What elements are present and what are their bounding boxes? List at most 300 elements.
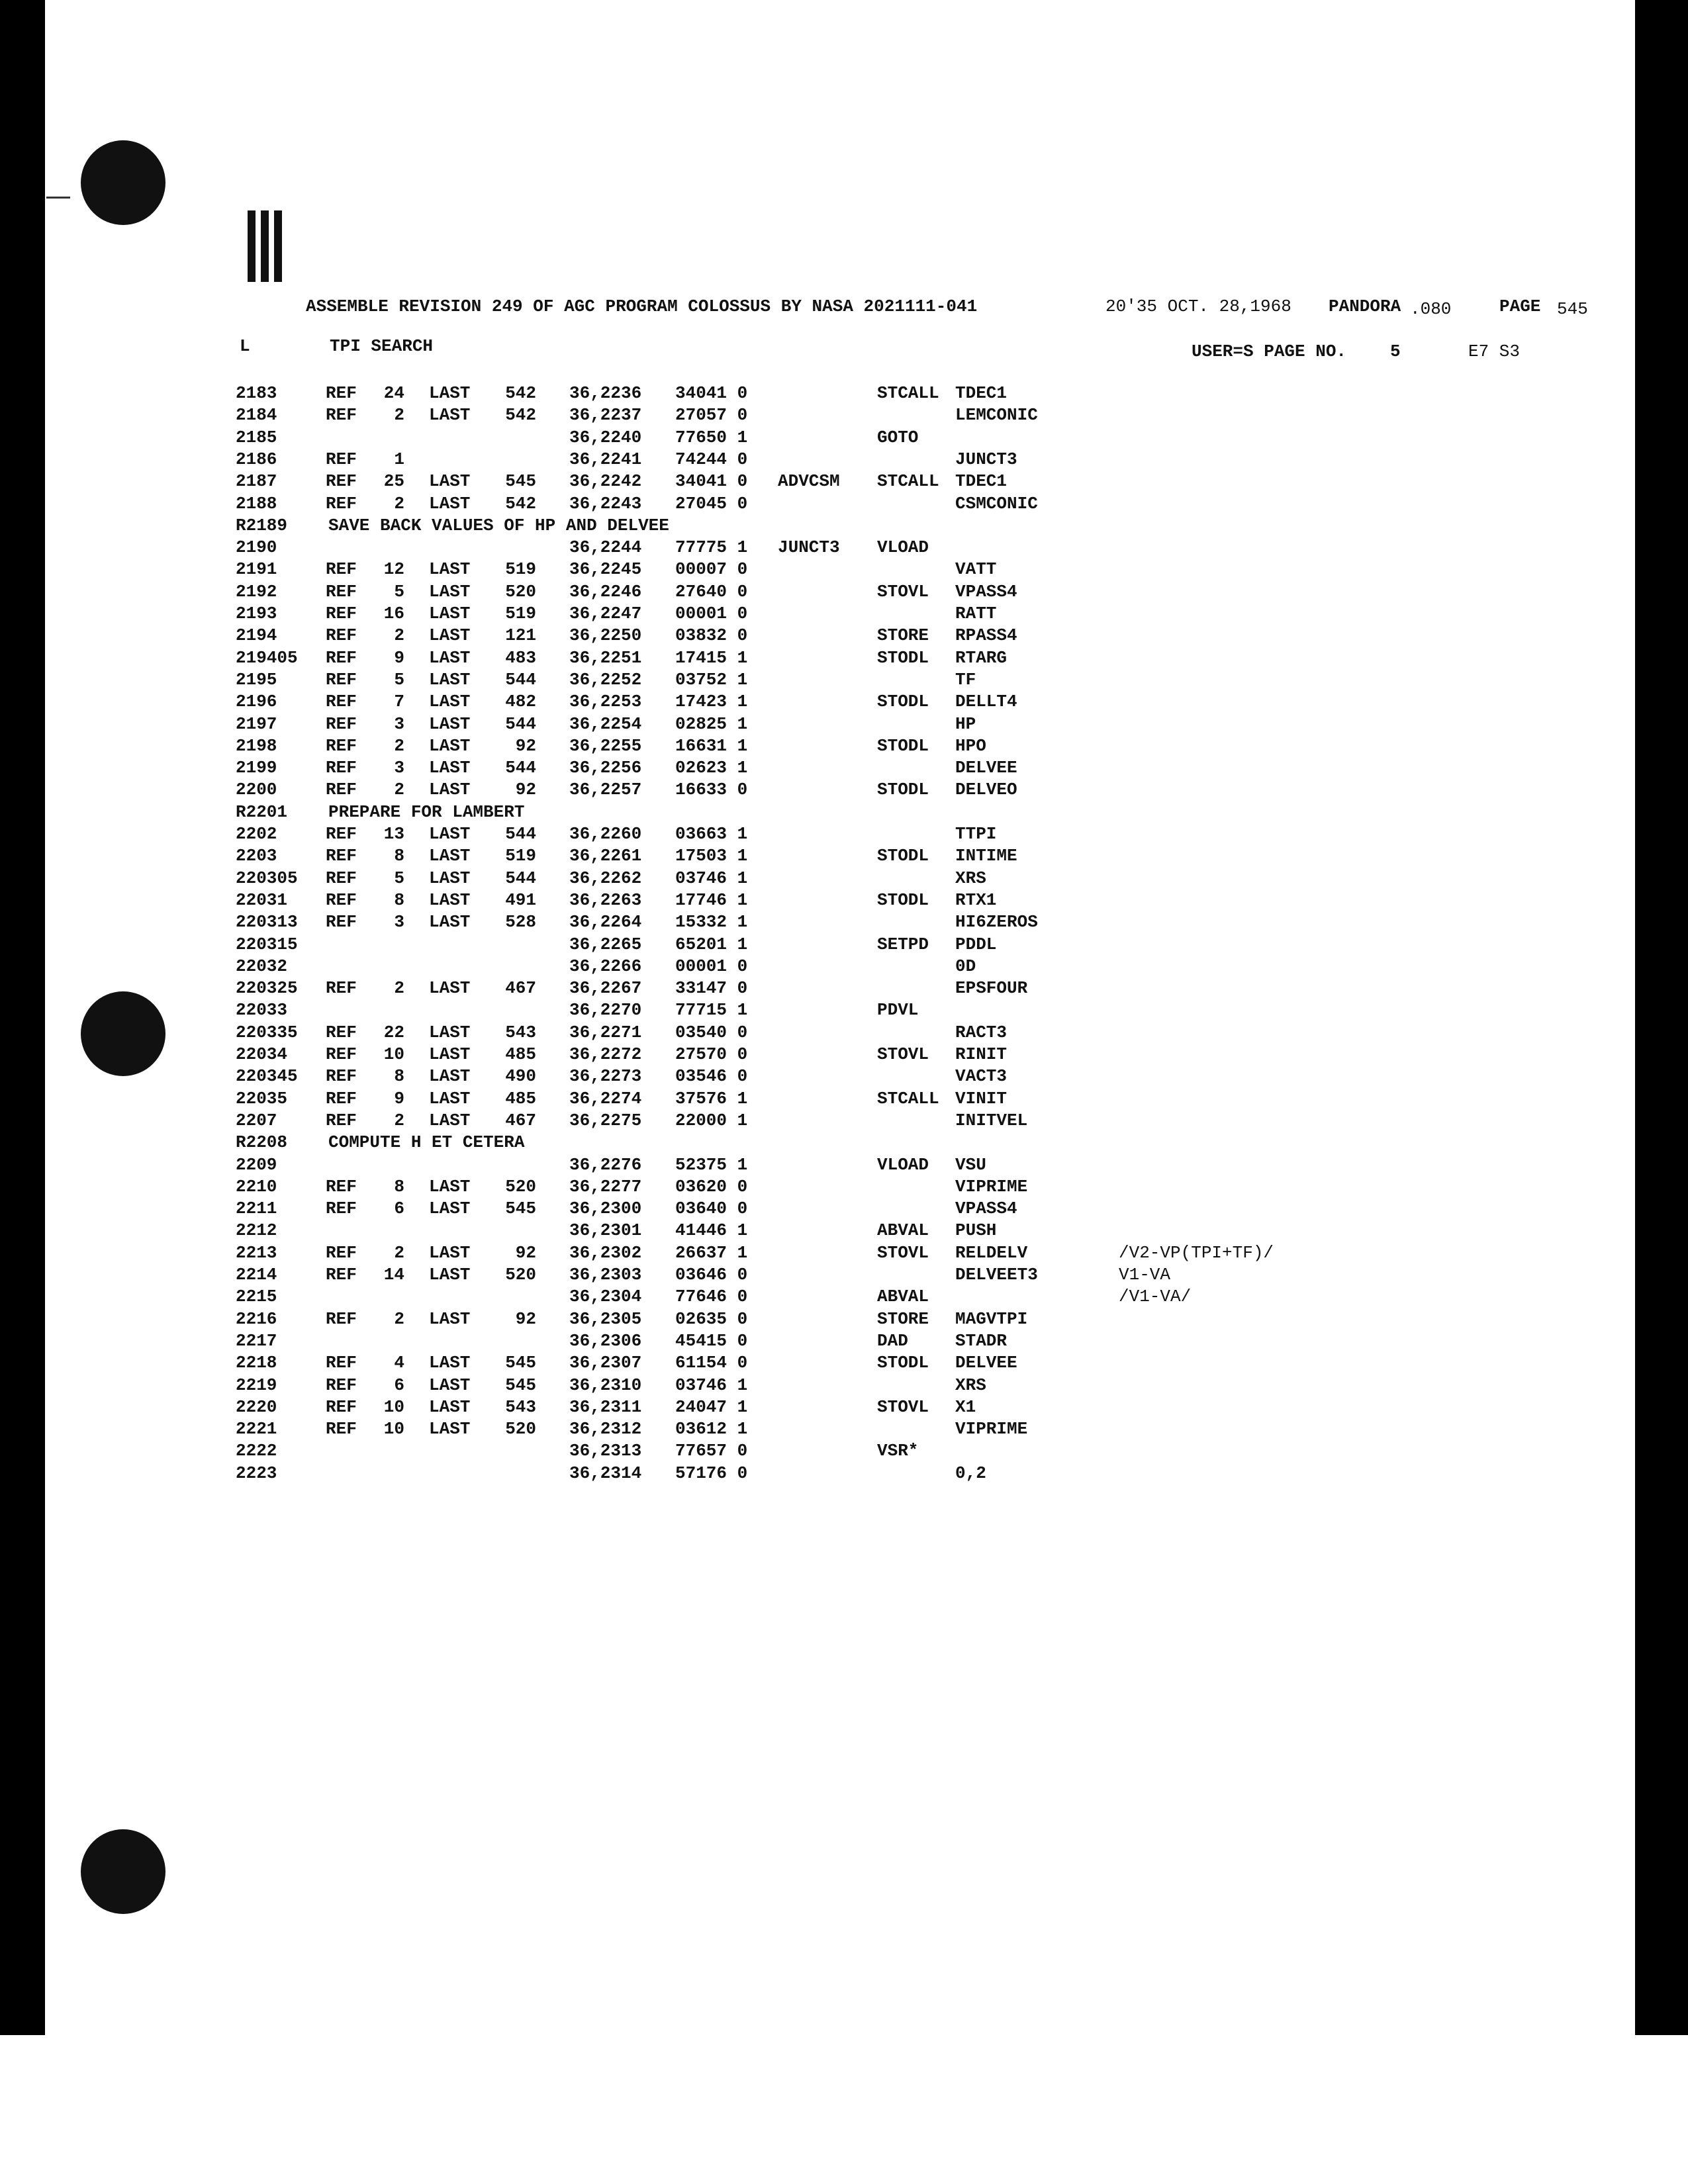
listing-oct: 27640 0 <box>675 581 748 602</box>
listing-lastn: 467 <box>505 1110 536 1130</box>
listing-lastn: 545 <box>505 1375 536 1395</box>
listing-oct: 03832 0 <box>675 625 748 646</box>
listing-oct: 17503 1 <box>675 846 748 866</box>
listing-ln: 2188 <box>236 493 277 514</box>
listing-addr: 36,2304 <box>569 1287 642 1307</box>
listing-oct: 45415 0 <box>675 1330 748 1351</box>
listing-operand: XRS <box>955 868 986 888</box>
listing-op: STOVL <box>877 1044 929 1064</box>
user-name: PANDORA <box>1329 296 1401 316</box>
listing-lastn: 485 <box>505 1044 536 1064</box>
listing-oct: 26637 1 <box>675 1242 748 1263</box>
listing-lastn: 520 <box>505 1265 536 1285</box>
listing-ln: 2184 <box>236 405 277 426</box>
listing-ln: 2222 <box>236 1441 277 1461</box>
listing-addr: 36,2265 <box>569 934 642 954</box>
listing-last: LAST <box>429 1022 471 1042</box>
listing-ln: 2207 <box>236 1110 277 1130</box>
listing-ref: REF <box>326 780 357 800</box>
listing-last: LAST <box>429 1419 471 1439</box>
listing-ref: REF <box>326 1375 357 1395</box>
listing-lastn: 543 <box>505 1022 536 1042</box>
listing-lastn: 520 <box>505 581 536 602</box>
listing-operand: INTIME <box>955 846 1017 866</box>
listing-op: GOTO <box>877 427 919 447</box>
listing-addr: 36,2301 <box>569 1220 642 1241</box>
page-number: 545 <box>1557 299 1588 319</box>
listing-operand: VSU <box>955 1154 986 1175</box>
listing-ref: REF <box>326 1088 357 1109</box>
listing-refn: 7 <box>394 692 404 712</box>
listing-ln: 2199 <box>236 758 277 778</box>
listing-op: STORE <box>877 625 929 646</box>
listing-oct: 03663 1 <box>675 824 748 844</box>
listing-addr: 36,2273 <box>569 1066 642 1087</box>
listing-operand: STADR <box>955 1330 1008 1351</box>
listing-oct: 74244 0 <box>675 449 748 469</box>
listing-refn: 10 <box>383 1396 404 1417</box>
listing-ln: 220315 <box>236 934 298 954</box>
listing-ln: 2220 <box>236 1396 277 1417</box>
listing-oct: 17423 1 <box>675 692 748 712</box>
listing-operand: HP <box>955 713 976 734</box>
listing-oct: 17746 1 <box>675 889 748 910</box>
listing-refn: 2 <box>394 405 404 426</box>
listing-oct: 03746 1 <box>675 868 748 888</box>
listing-op: SETPD <box>877 934 929 954</box>
listing-ln: 220325 <box>236 978 298 999</box>
listing-ref: REF <box>326 1242 357 1263</box>
listing-addr: 36,2237 <box>569 405 642 426</box>
listing-lastn: 482 <box>505 692 536 712</box>
listing-refn: 10 <box>383 1419 404 1439</box>
listing-ln: 22032 <box>236 956 288 976</box>
listing-oct: 34041 0 <box>675 471 748 492</box>
listing-refn: 2 <box>394 780 404 800</box>
listing-ref: REF <box>326 1022 357 1042</box>
listing-lastn: 121 <box>505 625 536 646</box>
listing-ref: REF <box>326 735 357 756</box>
listing-lastn: 542 <box>505 493 536 514</box>
listing-addr: 36,2307 <box>569 1353 642 1373</box>
right-scan-edge <box>1635 0 1688 2035</box>
listing-refn: 2 <box>394 493 404 514</box>
listing-operand: INITVEL <box>955 1110 1028 1130</box>
listing-operand: VINIT <box>955 1088 1008 1109</box>
listing-op: STODL <box>877 647 929 668</box>
listing-last: LAST <box>429 735 471 756</box>
listing-lastn: 544 <box>505 758 536 778</box>
listing-lastn: 92 <box>515 780 536 800</box>
listing-addr: 36,2270 <box>569 1000 642 1021</box>
listing-refn: 12 <box>383 559 404 580</box>
listing-op: STODL <box>877 735 929 756</box>
listing-ln: 2192 <box>236 581 277 602</box>
listing-lastn: 520 <box>505 1176 536 1197</box>
listing-last: LAST <box>429 692 471 712</box>
listing-addr: 36,2314 <box>569 1463 642 1483</box>
listing-refn: 4 <box>394 1353 404 1373</box>
listing-operand: JUNCT3 <box>955 449 1017 469</box>
listing-addr: 36,2277 <box>569 1176 642 1197</box>
listing-lastn: 92 <box>515 735 536 756</box>
listing-ln: 2218 <box>236 1353 277 1373</box>
listing-operand: 0D <box>955 956 976 976</box>
listing-ln: R2201 <box>236 801 288 822</box>
listing-ln: 2195 <box>236 669 277 690</box>
listing-op: STODL <box>877 889 929 910</box>
listing-oct: 03612 1 <box>675 1419 748 1439</box>
listing-operand: EPSFOUR <box>955 978 1028 999</box>
listing-last: LAST <box>429 1110 471 1130</box>
listing-operand: RTARG <box>955 647 1008 668</box>
listing-addr: 36,2313 <box>569 1441 642 1461</box>
listing-operand: DELLT4 <box>955 692 1017 712</box>
listing-last: LAST <box>429 669 471 690</box>
listing-last: LAST <box>429 493 471 514</box>
users-page-number: 5 <box>1390 341 1401 361</box>
listing-lastn: 520 <box>505 1419 536 1439</box>
listing-ln: R2208 <box>236 1132 288 1153</box>
listing-oct: 77775 1 <box>675 537 748 558</box>
listing-lastn: 544 <box>505 713 536 734</box>
listing-refn: 6 <box>394 1375 404 1395</box>
listing-lastn: 519 <box>505 559 536 580</box>
listing-op: STOVL <box>877 1396 929 1417</box>
listing-lastn: 545 <box>505 471 536 492</box>
listing-lastn: 543 <box>505 1396 536 1417</box>
listing-last: LAST <box>429 647 471 668</box>
timestamp: 20'35 OCT. 28,1968 <box>1105 296 1291 316</box>
listing-ref: REF <box>326 1110 357 1130</box>
listing-refn: 8 <box>394 846 404 866</box>
listing-addr: 36,2242 <box>569 471 642 492</box>
listing-last: LAST <box>429 780 471 800</box>
left-scan-edge <box>0 0 45 2035</box>
listing-oct: 02825 1 <box>675 713 748 734</box>
listing-operand: X1 <box>955 1396 976 1417</box>
listing-operand: DELVEET3 <box>955 1265 1038 1285</box>
listing-addr: 36,2260 <box>569 824 642 844</box>
listing-operand: PDDL <box>955 934 997 954</box>
listing-ln: 2191 <box>236 559 277 580</box>
listing-addr: 36,2306 <box>569 1330 642 1351</box>
listing-addr: 36,2253 <box>569 692 642 712</box>
listing-lastn: 491 <box>505 889 536 910</box>
listing-oct: 03646 0 <box>675 1265 748 1285</box>
listing-operand: CSMCONIC <box>955 493 1038 514</box>
listing-addr: 36,2246 <box>569 581 642 602</box>
listing-addr: 36,2255 <box>569 735 642 756</box>
listing-refn: 22 <box>383 1022 404 1042</box>
listing-ln: 2187 <box>236 471 277 492</box>
listing-ln: 220335 <box>236 1022 298 1042</box>
listing-addr: 36,2300 <box>569 1199 642 1219</box>
listing-oct: 33147 0 <box>675 978 748 999</box>
listing-ln: 22031 <box>236 889 288 910</box>
listing-op: ABVAL <box>877 1287 929 1307</box>
listing-operand: RELDELV <box>955 1242 1028 1263</box>
listing-ref: REF <box>326 713 357 734</box>
listing-operand: HI6ZEROS <box>955 912 1038 933</box>
listing-refn: 5 <box>394 581 404 602</box>
listing-ln: 2214 <box>236 1265 277 1285</box>
listing-addr: 36,2266 <box>569 956 642 976</box>
listing-addr: 36,2240 <box>569 427 642 447</box>
listing-operand: LEMCONIC <box>955 405 1038 426</box>
listing-oct: 24047 1 <box>675 1396 748 1417</box>
listing-ln: 2196 <box>236 692 277 712</box>
listing-oct: 52375 1 <box>675 1154 748 1175</box>
listing-oct: 65201 1 <box>675 934 748 954</box>
listing-refn: 2 <box>394 1308 404 1329</box>
listing-addr: 36,2271 <box>569 1022 642 1042</box>
listing-operand: TDEC1 <box>955 383 1008 403</box>
listing-full: PREPARE FOR LAMBERT <box>328 801 525 822</box>
listing-ref: REF <box>326 1419 357 1439</box>
listing-ref: REF <box>326 449 357 469</box>
listing-oct: 02623 1 <box>675 758 748 778</box>
listing-addr: 36,2243 <box>569 493 642 514</box>
listing-operand: VPASS4 <box>955 1199 1017 1219</box>
listing-ref: REF <box>326 1265 357 1285</box>
listing-addr: 36,2262 <box>569 868 642 888</box>
listing-lastn: 528 <box>505 912 536 933</box>
listing-last: LAST <box>429 1308 471 1329</box>
listing-ln: 2194 <box>236 625 277 646</box>
listing-op: STODL <box>877 1353 929 1373</box>
listing-ref: REF <box>326 1396 357 1417</box>
listing-ref: REF <box>326 625 357 646</box>
listing-operand: DELVEO <box>955 780 1017 800</box>
listing-ln: 2213 <box>236 1242 277 1263</box>
assembly-header: ASSEMBLE REVISION 249 OF AGC PROGRAM COLOSSUS BY NASA 2021111-041 <box>306 296 978 316</box>
listing-ref: REF <box>326 559 357 580</box>
listing-addr: 36,2275 <box>569 1110 642 1130</box>
listing-operand: 0,2 <box>955 1463 986 1483</box>
listing-ln: 2217 <box>236 1330 277 1351</box>
listing-ln: 2219 <box>236 1375 277 1395</box>
listing-op: STODL <box>877 846 929 866</box>
listing-lastn: 544 <box>505 824 536 844</box>
listing-last: LAST <box>429 581 471 602</box>
listing-oct: 22000 1 <box>675 1110 748 1130</box>
listing-ref: REF <box>326 493 357 514</box>
listing-op: PDVL <box>877 1000 919 1021</box>
listing-last: LAST <box>429 713 471 734</box>
listing-ref: REF <box>326 1199 357 1219</box>
section-title: TPI SEARCH <box>330 336 434 356</box>
listing-addr: 36,2241 <box>569 449 642 469</box>
listing-ln: 2200 <box>236 780 277 800</box>
listing-addr: 36,2244 <box>569 537 642 558</box>
listing-oct: 17415 1 <box>675 647 748 668</box>
listing-operand: RINIT <box>955 1044 1008 1064</box>
listing-op: STOVL <box>877 581 929 602</box>
listing-refn: 24 <box>383 383 404 403</box>
listing-refn: 14 <box>383 1265 404 1285</box>
listing-ref: REF <box>326 1308 357 1329</box>
listing-refn: 9 <box>394 647 404 668</box>
listing-lastn: 483 <box>505 647 536 668</box>
users-page-label: USER=S PAGE NO. <box>1192 341 1347 361</box>
listing-op: VLOAD <box>877 537 929 558</box>
listing-oct: 02635 0 <box>675 1308 748 1329</box>
listing-last: LAST <box>429 1242 471 1263</box>
listing-addr: 36,2263 <box>569 889 642 910</box>
listing-ln: 22035 <box>236 1088 288 1109</box>
listing-last: LAST <box>429 625 471 646</box>
listing-comment: /V1-VA/ <box>1119 1287 1192 1307</box>
listing-last: LAST <box>429 604 471 623</box>
listing-oct: 27570 0 <box>675 1044 748 1064</box>
listing-ln: 2223 <box>236 1463 277 1483</box>
stamp-code: E7 S3 <box>1468 341 1521 361</box>
listing-oct: 16633 0 <box>675 780 748 800</box>
listing-ref: REF <box>326 581 357 602</box>
listing-addr: 36,2272 <box>569 1044 642 1064</box>
listing-ln: 219405 <box>236 647 298 668</box>
listing-refn: 1 <box>394 449 404 469</box>
listing-ln: 2202 <box>236 824 277 844</box>
listing-addr: 36,2247 <box>569 604 642 623</box>
listing-full: SAVE BACK VALUES OF HP AND DELVEE <box>328 515 669 535</box>
listing-ln: R2189 <box>236 515 288 535</box>
listing-oct: 15332 1 <box>675 912 748 933</box>
listing-refn: 8 <box>394 1176 404 1197</box>
listing-lastn: 545 <box>505 1199 536 1219</box>
listing-ref: REF <box>326 692 357 712</box>
listing-last: LAST <box>429 824 471 844</box>
listing-refn: 3 <box>394 758 404 778</box>
listing-ln: 2210 <box>236 1176 277 1197</box>
listing-lastn: 542 <box>505 383 536 403</box>
listing-op: STODL <box>877 692 929 712</box>
listing-operand: TF <box>955 669 976 690</box>
listing-ref: REF <box>326 1044 357 1064</box>
listing-ref: REF <box>326 471 357 492</box>
listing-refn: 5 <box>394 868 404 888</box>
listing-op: STOVL <box>877 1242 929 1263</box>
listing-addr: 36,2252 <box>569 669 642 690</box>
listing-oct: 03752 1 <box>675 669 748 690</box>
listing-addr: 36,2310 <box>569 1375 642 1395</box>
section-letter: L <box>240 336 250 356</box>
listing-operand: VIPRIME <box>955 1419 1028 1439</box>
listing-oct: 03546 0 <box>675 1066 748 1087</box>
listing-addr: 36,2256 <box>569 758 642 778</box>
listing-addr: 36,2257 <box>569 780 642 800</box>
listing-addr: 36,2254 <box>569 713 642 734</box>
listing-ref: REF <box>326 978 357 999</box>
listing-ref: REF <box>326 405 357 426</box>
listing-refn: 2 <box>394 978 404 999</box>
listing-refn: 8 <box>394 889 404 910</box>
listing-operand: RPASS4 <box>955 625 1017 646</box>
listing-ref: REF <box>326 383 357 403</box>
listing-lastn: 545 <box>505 1353 536 1373</box>
listing-last: LAST <box>429 1088 471 1109</box>
user-suffix: .080 <box>1410 299 1452 319</box>
listing-operand: VACT3 <box>955 1066 1008 1087</box>
listing-addr: 36,2245 <box>569 559 642 580</box>
page-label: PAGE <box>1499 296 1541 316</box>
listing-last: LAST <box>429 1044 471 1064</box>
listing-ref: REF <box>326 846 357 866</box>
listing-op: STCALL <box>877 383 939 403</box>
listing-operand: XRS <box>955 1375 986 1395</box>
listing-oct: 16631 1 <box>675 735 748 756</box>
listing-oct: 34041 0 <box>675 383 748 403</box>
listing-ln: 2198 <box>236 735 277 756</box>
listing-operand: DELVEE <box>955 1353 1017 1373</box>
listing-last: LAST <box>429 758 471 778</box>
listing-ln: 2216 <box>236 1308 277 1329</box>
listing-ref: REF <box>326 889 357 910</box>
listing-ref: REF <box>326 824 357 844</box>
listing-last: LAST <box>429 1375 471 1395</box>
listing-ln: 22033 <box>236 1000 288 1021</box>
listing-full: COMPUTE H ET CETERA <box>328 1132 525 1153</box>
listing-oct: 27045 0 <box>675 493 748 514</box>
listing-last: LAST <box>429 1199 471 1219</box>
listing-refn: 2 <box>394 735 404 756</box>
listing-op: STCALL <box>877 1088 939 1109</box>
listing-ln: 2186 <box>236 449 277 469</box>
listing-ln: 2183 <box>236 383 277 403</box>
listing-last: LAST <box>429 889 471 910</box>
listing-addr: 36,2305 <box>569 1308 642 1329</box>
listing-addr: 36,2261 <box>569 846 642 866</box>
listing-addr: 36,2251 <box>569 647 642 668</box>
listing-lastn: 92 <box>515 1242 536 1263</box>
listing-refn: 13 <box>383 824 404 844</box>
listing-oct: 00001 0 <box>675 956 748 976</box>
listing-ln: 2221 <box>236 1419 277 1439</box>
listing-oct: 57176 0 <box>675 1463 748 1483</box>
listing-ln: 2212 <box>236 1220 277 1241</box>
listing-addr: 36,2312 <box>569 1419 642 1439</box>
listing-tag: JUNCT3 <box>778 537 840 558</box>
listing-last: LAST <box>429 1066 471 1087</box>
listing-ln: 2215 <box>236 1287 277 1307</box>
listing-operand: TDEC1 <box>955 471 1008 492</box>
listing-addr: 36,2311 <box>569 1396 642 1417</box>
listing-lastn: 544 <box>505 868 536 888</box>
listing-ln: 2211 <box>236 1199 277 1219</box>
listing-refn: 2 <box>394 1110 404 1130</box>
listing-last: LAST <box>429 1265 471 1285</box>
listing-addr: 36,2267 <box>569 978 642 999</box>
listing-operand: HPO <box>955 735 986 756</box>
listing-lastn: 92 <box>515 1308 536 1329</box>
listing-op: VSR* <box>877 1441 919 1461</box>
listing-refn: 2 <box>394 1242 404 1263</box>
listing-refn: 16 <box>383 604 404 623</box>
listing-ln: 22034 <box>236 1044 288 1064</box>
listing-ln: 2197 <box>236 713 277 734</box>
listing-operand: PUSH <box>955 1220 997 1241</box>
listing-op: STCALL <box>877 471 939 492</box>
listing-comment: /V2-VP(TPI+TF)/ <box>1119 1242 1274 1263</box>
listing-op: VLOAD <box>877 1154 929 1175</box>
listing-ref: REF <box>326 604 357 623</box>
listing-refn: 6 <box>394 1199 404 1219</box>
listing-ln: 2203 <box>236 846 277 866</box>
listing-lastn: 519 <box>505 604 536 623</box>
listing-operand: DELVEE <box>955 758 1017 778</box>
listing-oct: 77657 0 <box>675 1441 748 1461</box>
